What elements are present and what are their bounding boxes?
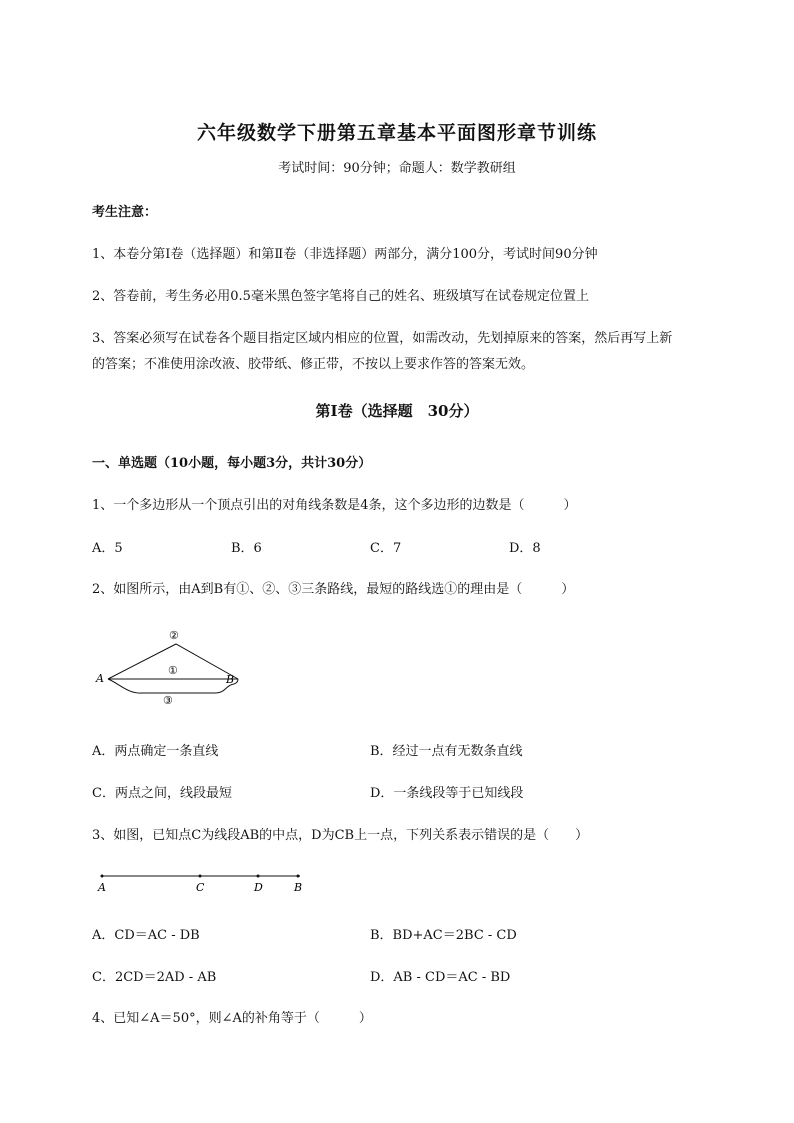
notice-item-1: 1、本卷分第I卷（选择题）和第Ⅱ卷（非选择题）两部分，满分100分，考试时间90分钟	[92, 247, 598, 262]
point-a-label: A	[98, 881, 106, 894]
q3-option-d: D．AB - CD＝AC - BD	[370, 970, 511, 985]
route-3-label: ③	[163, 694, 173, 707]
q1-option-b: B．6	[231, 541, 262, 556]
q1-option-a: A．5	[92, 541, 123, 556]
question-3-stem: 3、如图，已知点C为线段AB的中点，D为CB上一点，下列关系表示错误的是（ ）	[92, 828, 589, 843]
segment-figure	[92, 866, 322, 900]
page-title: 六年级数学下册第五章基本平面图形章节训练	[196, 122, 597, 144]
question-1-stem: 1、一个多边形从一个顶点引出的对角线条数是4条，这个多边形的边数是（ ）	[92, 498, 577, 513]
notice-item-2: 2、答卷前，考生务必用0.5毫米黑色签字笔将自己的姓名、班级填写在试卷规定位置上	[92, 289, 589, 304]
notice-item-3: 3、答案必须写在试卷各个题目指定区域内相应的位置，如需改动，先划掉原来的答案，然后再写上新	[92, 331, 673, 346]
q2-option-b: B．经过一点有无数条直线	[370, 744, 523, 759]
route-1-label: ①	[168, 664, 178, 677]
exam-info: 考试时间：90分钟；命题人：数学教研组	[278, 161, 516, 176]
route-2-label: ②	[169, 629, 179, 642]
q3-option-a: A．CD＝AC - DB	[92, 928, 200, 943]
section-title: 第I卷（选择题 30分）	[315, 402, 479, 420]
part-heading: 一、单选题（10小题，每小题3分，共计30分）	[92, 456, 372, 471]
point-d-label: D	[254, 881, 263, 894]
question-4-stem: 4、已知∠A＝50°，则∠A的补角等于（ ）	[92, 1011, 372, 1026]
notice-item-3-cont: 的答案；不准使用涂改液、胶带纸、修正带，不按以上要求作答的答案无效。	[92, 357, 535, 372]
notice-heading: 考生注意：	[92, 205, 158, 220]
point-a-label: A	[96, 672, 104, 685]
q2-option-c: C．两点之间，线段最短	[92, 786, 232, 801]
question-2-stem: 2、如图所示，由A到B有①、②、③三条路线，最短的路线选①的理由是（ ）	[92, 582, 575, 597]
point-b-label: B	[294, 881, 303, 894]
q2-option-d: D．一条线段等于已知线段	[370, 786, 524, 801]
q3-option-c: C．2CD＝2AD - AB	[92, 970, 217, 985]
point-b-label: B	[226, 673, 235, 686]
q3-option-b: B．BD+AC＝2BC - CD	[370, 928, 517, 943]
q2-option-a: A．两点确定一条直线	[92, 744, 219, 759]
q1-option-d: D．8	[509, 541, 541, 556]
point-c-label: C	[196, 881, 205, 894]
route-figure	[88, 622, 248, 712]
q1-option-c: C．7	[370, 541, 402, 556]
